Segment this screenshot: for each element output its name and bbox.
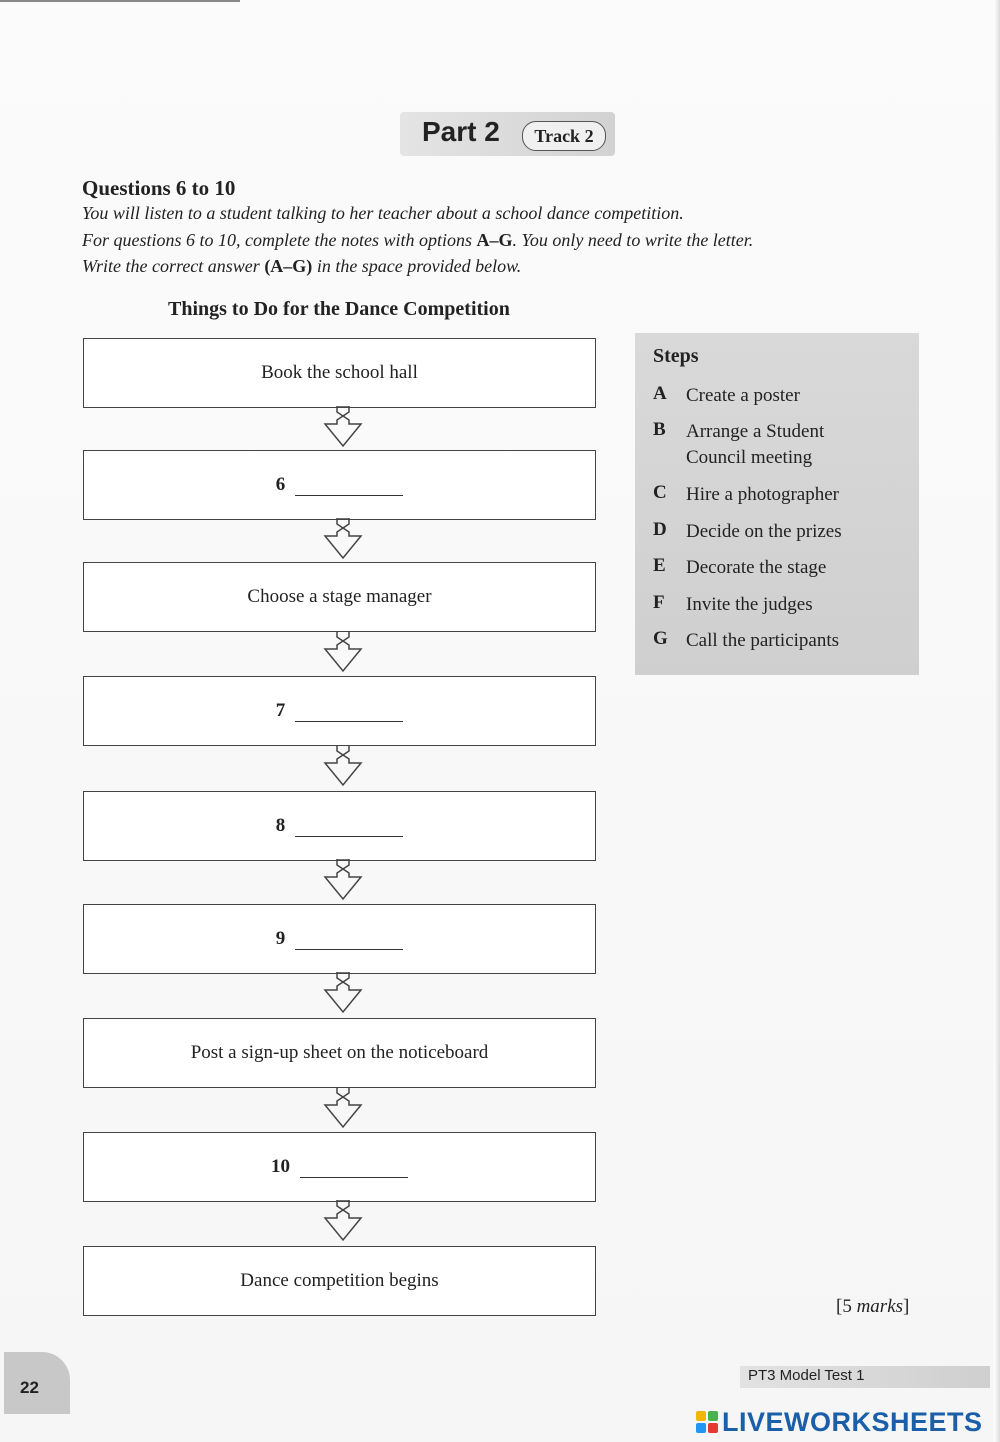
down-arrow-icon — [323, 1087, 363, 1129]
flow-box-book-hall — [83, 338, 596, 408]
step-text: Invite the judges — [686, 594, 813, 615]
step-letter: B — [653, 419, 666, 440]
instruction-line-3 — [82, 256, 912, 277]
question-number: 8 — [275, 815, 286, 836]
flow-box-competition-begins — [83, 1246, 596, 1316]
instruction-line-1: You will listen to a student talking to her teacher about a school dance competition. — [82, 203, 684, 223]
instruction-line-2-bold: A–G — [476, 230, 513, 250]
down-arrow-icon — [323, 406, 363, 448]
down-arrow-icon — [323, 745, 363, 787]
step-item-g — [653, 628, 913, 654]
step-item-d — [653, 519, 913, 545]
step-text: Decorate the stage — [686, 557, 827, 578]
step-text: Decide on the prizes — [686, 521, 842, 542]
step-item-e — [653, 555, 913, 581]
step-text: Create a poster — [686, 385, 800, 406]
down-arrow-icon — [323, 631, 363, 673]
answer-blank-8[interactable] — [295, 822, 403, 837]
flow-box-text: Book the school hall — [261, 362, 418, 383]
down-arrow-icon — [323, 1200, 363, 1242]
answer-blank-10[interactable] — [300, 1163, 408, 1178]
question-number: 6 — [275, 474, 286, 495]
step-text: Arrange a Student Council meeting — [686, 421, 825, 468]
flow-box-question-6 — [83, 450, 596, 520]
step-item-b — [653, 419, 913, 471]
questions-heading: Questions 6 to 10 — [82, 176, 236, 200]
scan-edge — [994, 0, 1000, 1442]
marks-open: [5 — [836, 1296, 857, 1317]
step-item-c — [653, 482, 913, 508]
test-label: PT3 Model Test 1 — [748, 1367, 865, 1384]
top-rule — [0, 0, 240, 2]
liveworksheets-logo[interactable] — [696, 1405, 996, 1439]
instruction-line-2-suffix: . You only need to write the letter. — [512, 230, 754, 250]
marks-word: marks — [856, 1296, 904, 1317]
track-badge: Track 2 — [522, 121, 606, 151]
instruction-line-3-prefix: Write the correct answer — [82, 256, 265, 276]
part-title: Part 2 — [422, 116, 500, 147]
step-text: Hire a photographer — [686, 484, 839, 505]
question-number: 9 — [275, 928, 286, 949]
instruction-line-2 — [82, 230, 912, 251]
logo-square — [708, 1423, 718, 1433]
liveworksheets-logo-text: LIVEWORKSHEETS — [722, 1406, 983, 1437]
answer-blank-7[interactable] — [295, 707, 403, 722]
instruction-line-3-suffix: in the space provided below. — [312, 256, 522, 276]
step-letter: E — [653, 555, 666, 576]
step-letter: A — [653, 383, 667, 404]
down-arrow-icon — [323, 972, 363, 1014]
flow-box-sign-up-sheet — [83, 1018, 596, 1088]
step-letter: G — [653, 628, 668, 649]
question-number: 7 — [275, 700, 286, 721]
flow-box-stage-manager — [83, 562, 596, 632]
flow-box-text: Choose a stage manager — [247, 586, 432, 607]
marks-close: ] — [903, 1296, 910, 1317]
flow-box-question-9 — [83, 904, 596, 974]
answer-blank-9[interactable] — [295, 935, 403, 950]
page-number: 22 — [20, 1378, 39, 1397]
liveworksheets-logo-icon — [696, 1411, 718, 1433]
flow-box-text: Post a sign-up sheet on the noticeboard — [190, 1042, 489, 1063]
step-text: Call the participants — [686, 630, 840, 651]
step-letter: F — [653, 592, 665, 613]
logo-square — [708, 1411, 718, 1421]
step-item-a — [653, 383, 913, 409]
instruction-line-2-prefix: For questions 6 to 10, complete the notes with options — [82, 230, 477, 250]
flow-box-question-7 — [83, 676, 596, 746]
flow-box-question-8 — [83, 791, 596, 861]
step-letter: C — [653, 482, 667, 503]
flow-box-text: Dance competition begins — [240, 1270, 439, 1291]
logo-square — [696, 1423, 706, 1433]
steps-title: Steps — [653, 345, 699, 367]
down-arrow-icon — [323, 859, 363, 901]
flow-box-question-10 — [83, 1132, 596, 1202]
flowchart-title: Things to Do for the Dance Competition — [168, 298, 510, 320]
marks-label — [836, 1296, 909, 1318]
question-number: 10 — [271, 1156, 290, 1177]
down-arrow-icon — [323, 518, 363, 560]
logo-square — [696, 1411, 706, 1421]
step-letter: D — [653, 519, 667, 540]
step-item-f — [653, 592, 913, 618]
answer-blank-6[interactable] — [295, 481, 403, 496]
instruction-line-3-bold: (A–G) — [264, 256, 313, 276]
